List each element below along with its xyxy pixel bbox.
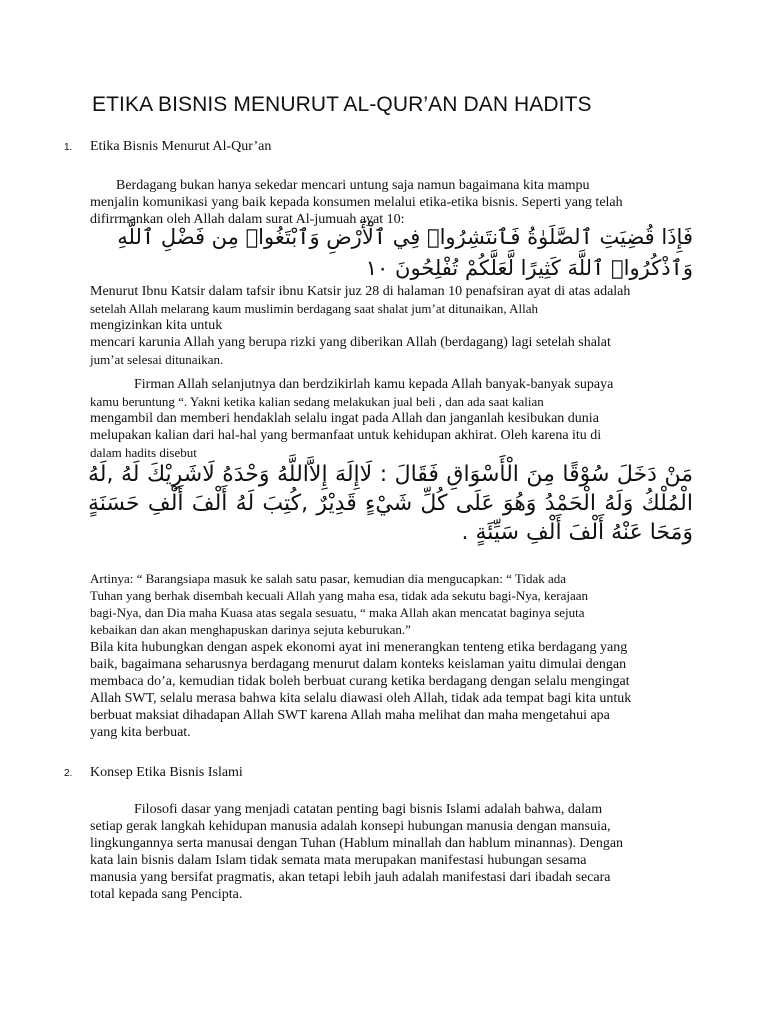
section-2-number: 2.: [64, 768, 73, 779]
section-1-heading: [64, 139, 271, 155]
text-line: mencari karunia Allah yang berupa rizki yang diberikan Allah (berdagang) lagi setelah shalat: [90, 335, 611, 350]
text-line: Firman Allah selanjutnya dan berdzikirlah kamu kepada Allah banyak-banyak supaya: [134, 377, 614, 392]
hadith-arabic: مَنْ دَخَلَ سُوْقًا مِنَ الْأَسْوَاقِ فَقَالَ : لَاإِلَهَ إِلاَّاللَّهُ وَحْدَهُ لَاشَرِيْكَ لَهُ ,لَهُ الْمُلْكُ وَلَهُ الْحَمْدُ وَهُوَ عَلَى كُلِّ شَيْءٍ قَدِيْرٌ ,كُتِبَ لَهُ أَلْفَ أَلْفِ حَسَنَةٍ وَمَحَا عَنْهُ أَلْفَ أَلْفِ سَيِّئَةٍ .: [88, 462, 693, 545]
text-line: Berdagang bukan hanya sekedar mencari untung saja namun bagaimana kita mampu: [116, 178, 590, 193]
text-line: manusia yang bersifat pragmatis, akan tetapi lebih jauh adalah manifestasi dari ibadah secara: [90, 870, 611, 885]
text-line: difirrmankan oleh Allah dalam surat Al-jumuah ayat 10:: [90, 212, 405, 227]
document-title: ETIKA BISNIS MENURUT AL-QUR’AN DAN HADITS: [92, 93, 592, 116]
text-line: mengambil dan memberi hendaklah selalu ingat pada Allah dan janganlah kesibukan dunia: [90, 411, 599, 426]
text-line: Bila kita hubungkan dengan aspek ekonomi ayat ini menerangkan tenteng etika berdagang yang: [90, 640, 628, 655]
text-line: mengizinkan kita untuk: [90, 318, 223, 333]
text-line: dalam hadits disebut: [90, 445, 197, 460]
text-line: kebaikan dan akan menghapuskan darinya sejuta keburukan.”: [90, 622, 411, 637]
text-line: yang kita berbuat.: [90, 725, 191, 740]
text-line: kata lain bisnis dalam Islam tidak semata mata merupakan manifestasi hubungan sesama: [90, 853, 587, 868]
section-2-heading: [64, 765, 243, 781]
paragraph-firman: [90, 376, 690, 461]
section-1-title: Etika Bisnis Menurut Al-Qur’an: [90, 139, 272, 154]
text-line: melupakan kalian dari hal-hal yang bermanfaat untuk kehidupan akhirat. Oleh karena itu di: [90, 428, 602, 443]
paragraph-economy: [90, 639, 690, 741]
text-line: lingkungannya serta manusai dengan Tuhan (Hablum minallah dan hablum minannas). Dengan: [90, 836, 624, 851]
text-line: berbuat maksiat dihadapan Allah SWT karena Allah maha melihat dan maha mengetahui apa: [90, 708, 610, 723]
text-line: jum’at selesai ditunaikan.: [90, 352, 224, 367]
text-line: setiap gerak langkah kehidupan manusia adalah konsepi hubungan manusia dengan mansuia,: [90, 819, 611, 834]
text-line: total kepada sang Pencipta.: [90, 887, 243, 902]
text-line: menjalin komunikasi yang baik kepada konsumen melalui etika-etika bisnis. Seperti yang telah: [90, 195, 623, 210]
text-line: baik, bagaimana seharusnya berdagang menurut dalam konteks keislaman yaitu dimulai dengan: [90, 657, 627, 672]
text-line: Menurut Ibnu Katsir dalam tafsir ibnu Katsir juz 28 di halaman 10 penafsiran ayat di atas adalah: [90, 284, 631, 299]
section-1-number: 1.: [64, 142, 73, 153]
text-line: bagi-Nya, dan Dia maha Kuasa atas segala sesuatu, “ maka Allah akan mencatat baginya sejuta: [90, 605, 585, 620]
text-line: Tuhan yang berhak disembah kecuali Allah yang maha esa, tidak ada sekutu bagi-Nya, kerajaan: [90, 588, 589, 603]
text-line: membaca do’a, kemudian tidak boleh berbuat curang ketika berdagang dengan selalu mengingat: [90, 674, 630, 689]
text-line: Artinya: “ Barangsiapa masuk ke salah satu pasar, kemudian dia mengucapkan: “ Tidak ada: [90, 571, 567, 586]
quran-ayat-arabic: فَإِذَا قُضِيَتِ ٱلصَّلَوٰةُ فَٱنتَشِرُوا۟ فِي ٱلْأَرْضِ وَٱبْتَغُوا۟ مِن فَضْلِ ٱللَّهِ وَٱذْكُرُوا۟ ٱللَّهَ كَثِيرًا لَّعَلَّكُمْ تُفْلِحُونَ ١٠: [117, 225, 693, 280]
paragraph-tafsir: [90, 283, 690, 368]
text-line: kamu beruntung “. Yakni ketika kalian sedang melakukan jual beli , dan ada saat kalian: [90, 394, 544, 409]
paragraph-translation: [90, 570, 690, 638]
paragraph-filosofi: [90, 801, 690, 903]
paragraph-intro: [90, 177, 690, 228]
section-2-title: Konsep Etika Bisnis Islami: [90, 765, 243, 780]
text-line: Allah SWT, selalu merasa bahwa kita selalu diawasi oleh Allah, tidak ada tempat bagi kita untuk: [90, 691, 632, 706]
text-line: Filosofi dasar yang menjadi catatan penting bagi bisnis Islami adalah bahwa, dalam: [134, 802, 603, 817]
text-line: setelah Allah melarang kaum muslimin berdagang saat shalat jum’at ditunaikan, Allah: [90, 301, 539, 316]
